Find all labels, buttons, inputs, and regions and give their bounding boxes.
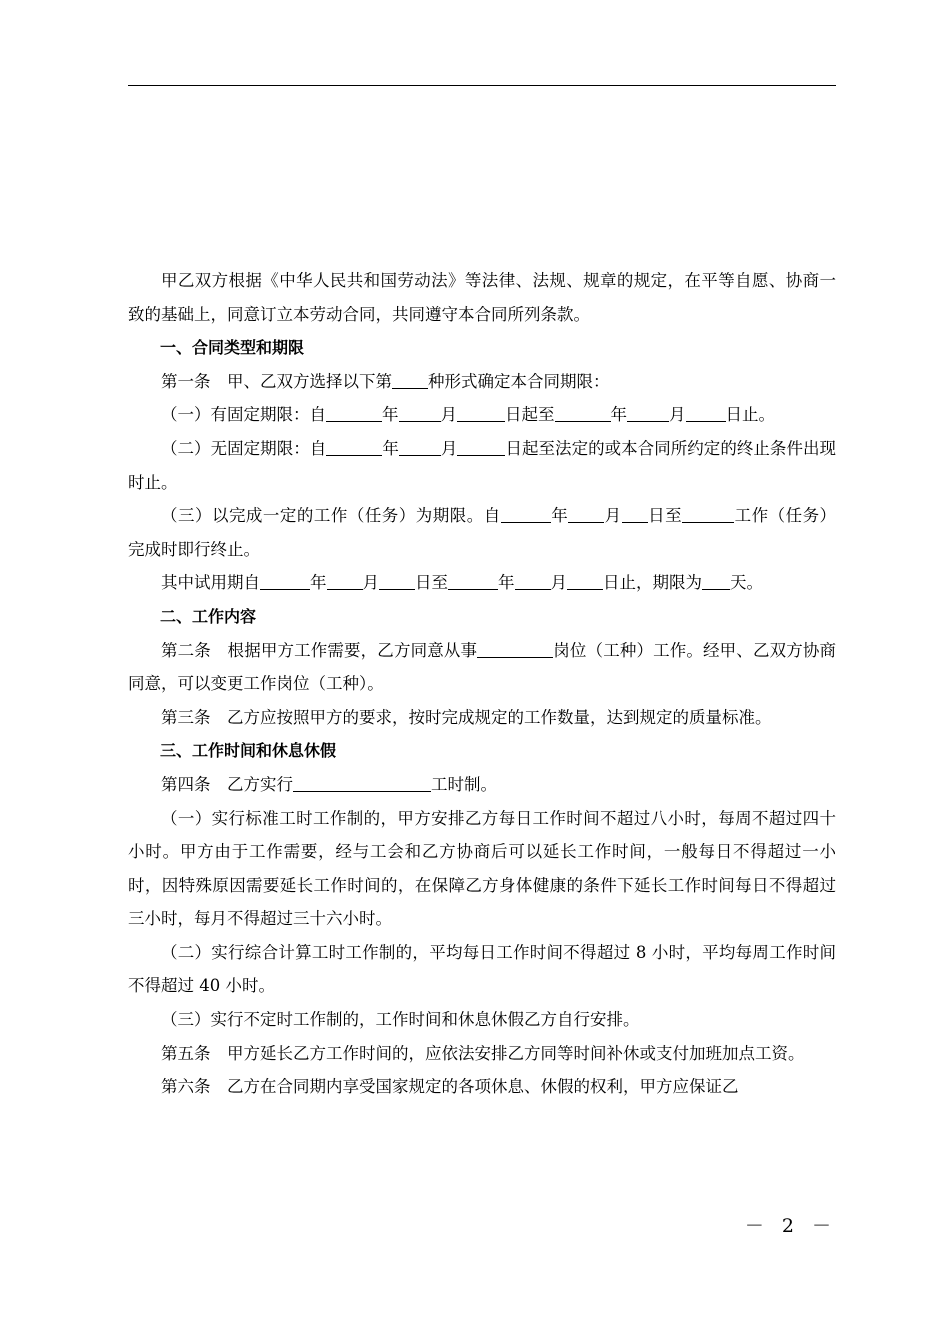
article-3: 第三条 乙方应按照甲方的要求，按时完成规定的工作数量，达到规定的质量标准。 xyxy=(161,707,772,727)
blank-field[interactable] xyxy=(326,405,382,423)
blank-field[interactable] xyxy=(568,506,604,524)
contract-body xyxy=(128,264,836,1104)
blank-field[interactable] xyxy=(326,438,382,456)
section-heading-2: 二、工作内容 xyxy=(160,606,257,626)
blank-field[interactable] xyxy=(686,405,726,423)
blank-field[interactable] xyxy=(448,573,498,591)
worktime-standard: （一）实行标准工时工作制的，甲方安排乙方每日工作时间不超过八小时，每周不超过四十小时。甲方由于工作需要，经与工会和乙方协商后可以延长工作时间，一般每日不得超过一小时，因特殊原因需要延长工作时间的，在保障乙方身体健康的条件下延长工作时间每日不得超过三小时，每月不得超过三十六小时。 xyxy=(128,808,836,929)
term-task: （三）以完成一定的工作（任务）为期限。自 年 月 日至 工作（任务）完成时即行终止。 xyxy=(128,506,837,559)
blank-field[interactable] xyxy=(293,774,431,792)
article-2: 第二条 根据甲方工作需要，乙方同意从事 岗位（工种）工作。经甲、乙双方协商同意，可以变更工作岗位（工种）。 xyxy=(128,640,837,694)
article-5: 第五条 甲方延长乙方工作时间的，应依法安排乙方同等时间补休或支付加班加点工资。 xyxy=(161,1043,805,1063)
blank-field[interactable] xyxy=(399,405,441,423)
article-6: 第六条 乙方在合同期内享受国家规定的各项休息、休假的权利，甲方应保证乙 xyxy=(161,1077,739,1097)
blank-field[interactable] xyxy=(702,573,730,591)
blank-field[interactable] xyxy=(567,573,603,591)
blank-field[interactable] xyxy=(477,640,553,658)
blank-field[interactable] xyxy=(555,405,611,423)
blank-field[interactable] xyxy=(457,438,505,456)
blank-field[interactable] xyxy=(627,405,669,423)
blank-field[interactable] xyxy=(392,371,428,389)
section-heading-3: 三、工作时间和休息休假 xyxy=(160,741,337,761)
blank-field[interactable] xyxy=(622,506,648,524)
blank-field[interactable] xyxy=(327,573,363,591)
blank-field[interactable] xyxy=(682,506,734,524)
worktime-comprehensive: （二）实行综合计算工时工作制的，平均每日工作时间不得超过 8 小时，平均每周工作时间不得超过 40 小时。 xyxy=(128,942,836,996)
term-open: （二）无固定期限：自 年 月 日起至法定的或本合同所约定的终止条件出现时止。 xyxy=(128,438,837,492)
page-number: － 2 － xyxy=(744,1215,837,1237)
term-fixed: （一）有固定期限：自 年 月 日起至 年 月 日止。 xyxy=(161,405,775,425)
blank-field[interactable] xyxy=(399,438,441,456)
preamble-paragraph: 甲乙双方根据《中华人民共和国劳动法》等法律、法规、规章的规定，在平等自愿、协商一致的基础上，同意订立本劳动合同，共同遵守本合同所列条款。 xyxy=(128,271,836,324)
trial-period: 其中试用期自 年 月 日至 年 月 日止，期限为 天。 xyxy=(161,573,763,593)
header-rule xyxy=(128,85,836,86)
blank-field[interactable] xyxy=(515,573,551,591)
article-1: 第一条 甲、乙双方选择以下第 种形式确定本合同期限： xyxy=(161,371,610,391)
blank-field[interactable] xyxy=(501,506,551,524)
blank-field[interactable] xyxy=(457,405,505,423)
section-heading-1: 一、合同类型和期限 xyxy=(160,338,305,358)
article-4: 第四条 乙方实行 工时制。 xyxy=(161,774,497,794)
blank-field[interactable] xyxy=(379,573,415,591)
worktime-flexible: （三）实行不定时工作制的，工作时间和休息休假乙方自行安排。 xyxy=(161,1010,640,1030)
blank-field[interactable] xyxy=(260,573,310,591)
